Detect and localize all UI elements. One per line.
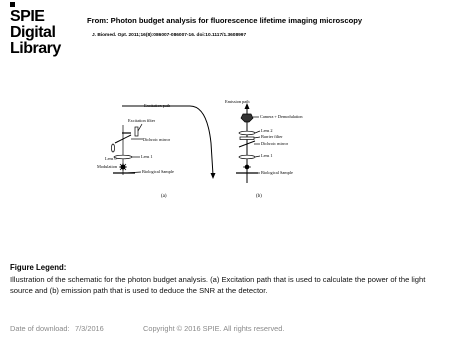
download-date-value: 7/3/2016 <box>75 324 104 333</box>
label-dichroic-mirror-b: Dichroic mirror <box>261 141 289 146</box>
label-lens-0: Lens 0 <box>105 156 117 161</box>
spie-digital-library-logo <box>10 2 61 62</box>
caption-b: (b) <box>256 194 262 199</box>
label-biological-sample-b: Biological Sample <box>261 170 293 175</box>
label-barrier-filter: Barrier filter <box>261 134 283 139</box>
figure-legend-title: Figure Legend: <box>10 263 67 272</box>
download-date-label: Date of download: <box>10 324 70 333</box>
article-citation: J. Biomed. Opt. 2011;16(8):086007-086007-16. doi:10.1117/1.3608997 <box>92 33 247 38</box>
label-emission-path: Emission path <box>225 99 250 104</box>
schematic-svg <box>95 95 305 205</box>
logo-line-3: Library <box>10 40 61 57</box>
panel-b <box>236 103 260 183</box>
label-excitation-filter: Excitation filter <box>128 118 156 123</box>
label-lens-1-b: Lens 1 <box>261 153 273 158</box>
label-camera-demodulation: Camera + Demodulation <box>260 114 303 119</box>
logo-line-2: Digital <box>10 24 56 41</box>
caption-a: (a) <box>161 194 167 199</box>
figure-legend-text: Illustration of the schematic for the photon budget analysis. (a) Excitation path that is used to calculate the power of the light source and (b) emission path that is used to deduce the SNR at the detector. <box>10 275 426 295</box>
schematic-figure <box>95 95 305 205</box>
label-lens-1-a: Lens 1 <box>141 154 153 159</box>
article-title: From: Photon budget analysis for fluorescence lifetime imaging microscopy <box>87 16 363 25</box>
logo-line-1: SPIE <box>10 8 45 25</box>
logo-mark <box>10 2 15 7</box>
label-excitation-path: Excitation path <box>144 103 171 108</box>
label-biological-sample-a: Biological Sample <box>142 169 174 174</box>
copyright-notice: Copyright © 2016 SPIE. All rights reserved. <box>143 324 285 333</box>
label-modulation: Modulation <box>97 164 118 169</box>
label-lens-2: Lens 2 <box>261 128 273 133</box>
label-dichroic-mirror-a: Dichroic mirror <box>143 137 171 142</box>
